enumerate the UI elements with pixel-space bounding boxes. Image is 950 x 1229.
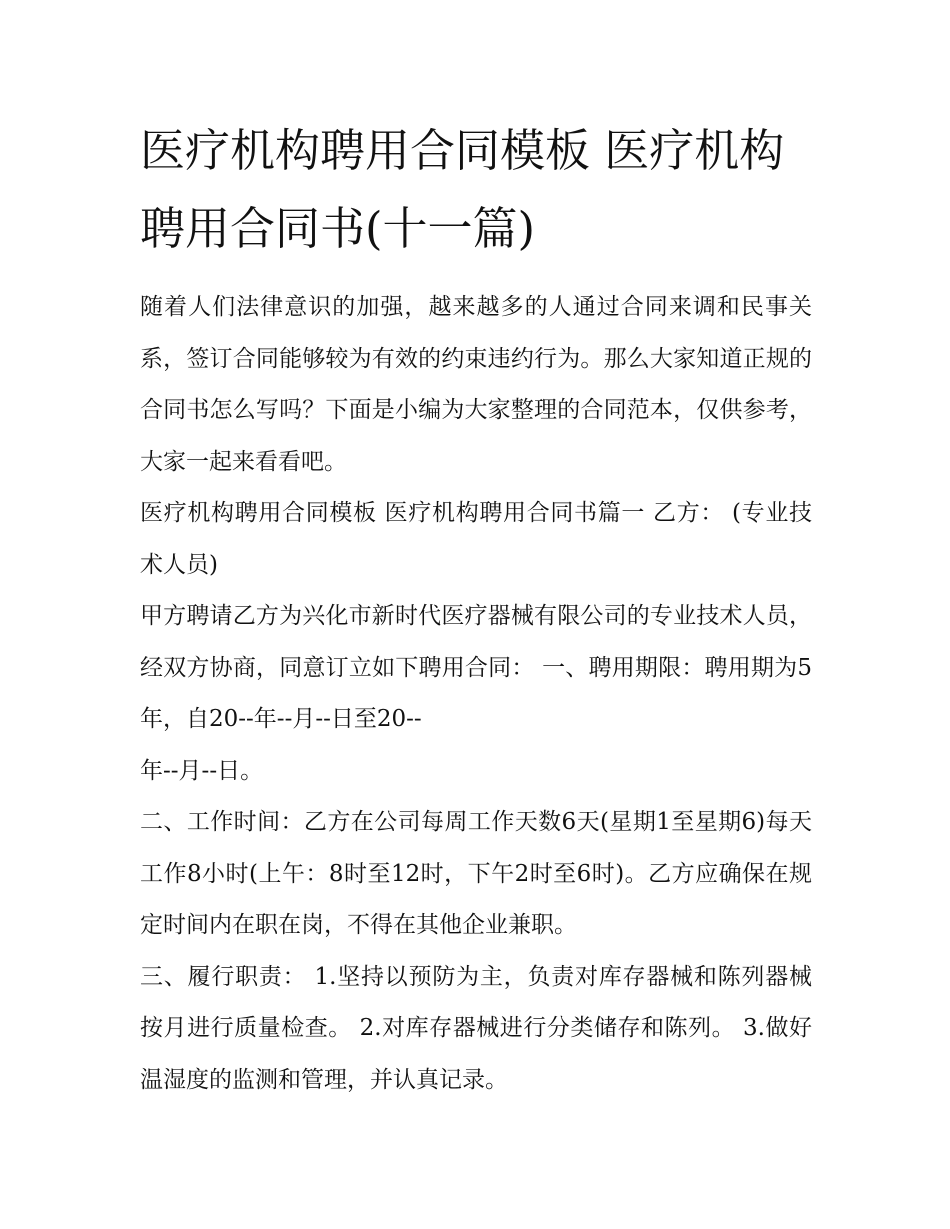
working-hours-paragraph: 二、工作时间：乙方在公司每周工作天数6天(星期1至星期6)每天工作8小时(上午：8时至12时，下午2时至6时)。乙方应确保在规定时间内在职在岗，不得在其他企业兼职。 bbox=[140, 809, 812, 938]
hiring-term-end-paragraph: 年--月--日。 bbox=[140, 757, 264, 784]
document-body bbox=[140, 112, 812, 1106]
hiring-term-paragraph: 甲方聘请乙方为兴化市新时代医疗器械有限公司的专业技术人员，经双方协商，同意订立如下聘用合同： 一、聘用期限：聘用期为5年，自20--年--月--日至20-- bbox=[140, 603, 812, 732]
intro-paragraph: 随着人们法律意识的加强，越来越多的人通过合同来调和民事关系，签订合同能够较为有效的约束违约行为。那么大家知道正规的合同书怎么写吗？下面是小编为大家整理的合同范本，仅供参考，大家一起来看看吧。 bbox=[140, 294, 812, 475]
document-title: 医疗机构聘用合同模板 医疗机构聘用合同书(十一篇) bbox=[140, 124, 785, 255]
duties-paragraph: 三、履行职责： 1.坚持以预防为主，负责对库存器械和陈列器械按月进行质量检查。 2.对库存器械进行分类储存和陈列。 3.做好温湿度的监测和管理，并认真记录。 bbox=[140, 963, 812, 1093]
section-heading-paragraph: 医疗机构聘用合同模板 医疗机构聘用合同书篇一 乙方： (专业技术人员) bbox=[140, 500, 812, 578]
